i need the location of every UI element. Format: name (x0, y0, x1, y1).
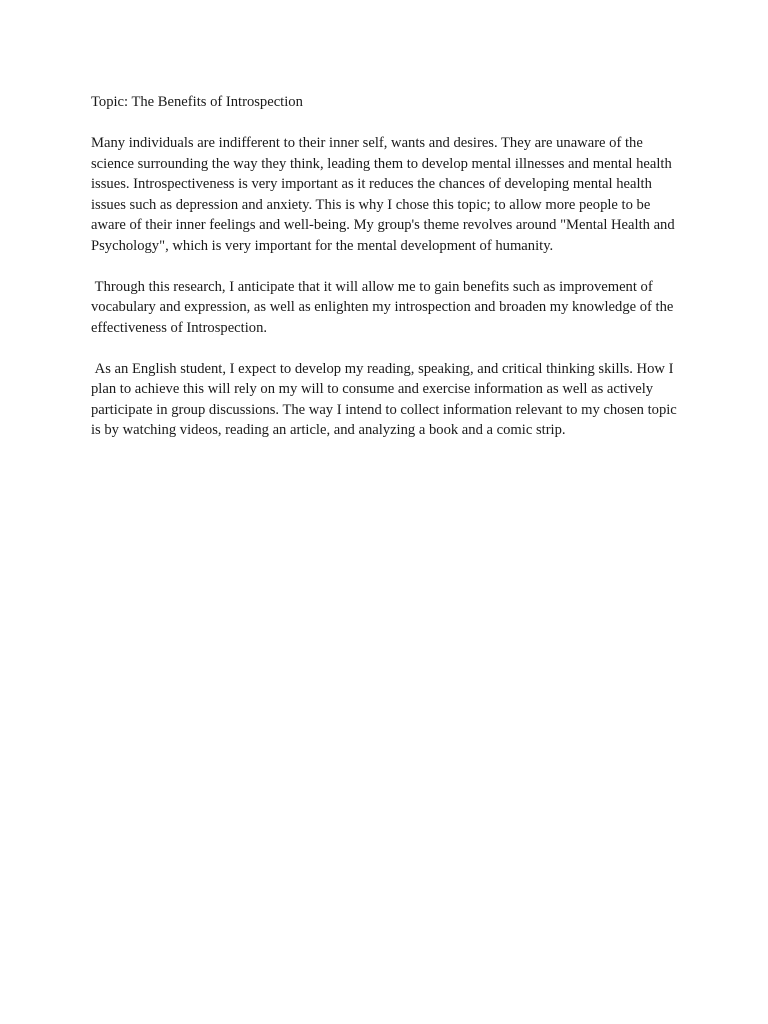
paragraph-1: Many individuals are indifferent to their inner self, wants and desires. They are unaware of the science surrounding the way they think, leading them to develop mental illnesses and mental health issues. Introspectiveness is very important as it reduces the chances of developing mental health issues such as depression and anxiety. This is why I chose this topic; to allow more people to be aware of their inner feelings and well-being. My group's theme revolves around "Mental Health and Psychology", which is very important for the mental development of humanity. (91, 135, 679, 254)
paragraph-2: Through this research, I anticipate that it will allow me to gain benefits such as improvement of vocabulary and expression, as well as enlighten my introspection and broaden my knowledge of the effectiveness of Introspection. (91, 278, 678, 336)
paragraph-3: As an English student, I expect to develop my reading, speaking, and critical thinking skills. How I plan to achieve this will rely on my will to consume and exercise information as well as actively participate in group discussions. The way I intend to collect information relevant to my chosen topic is by watching videos, reading an article, and analyzing a book and a comic strip. (91, 360, 681, 438)
document-topic: Topic: The Benefits of Introspection (91, 94, 303, 110)
document-body (91, 92, 687, 461)
